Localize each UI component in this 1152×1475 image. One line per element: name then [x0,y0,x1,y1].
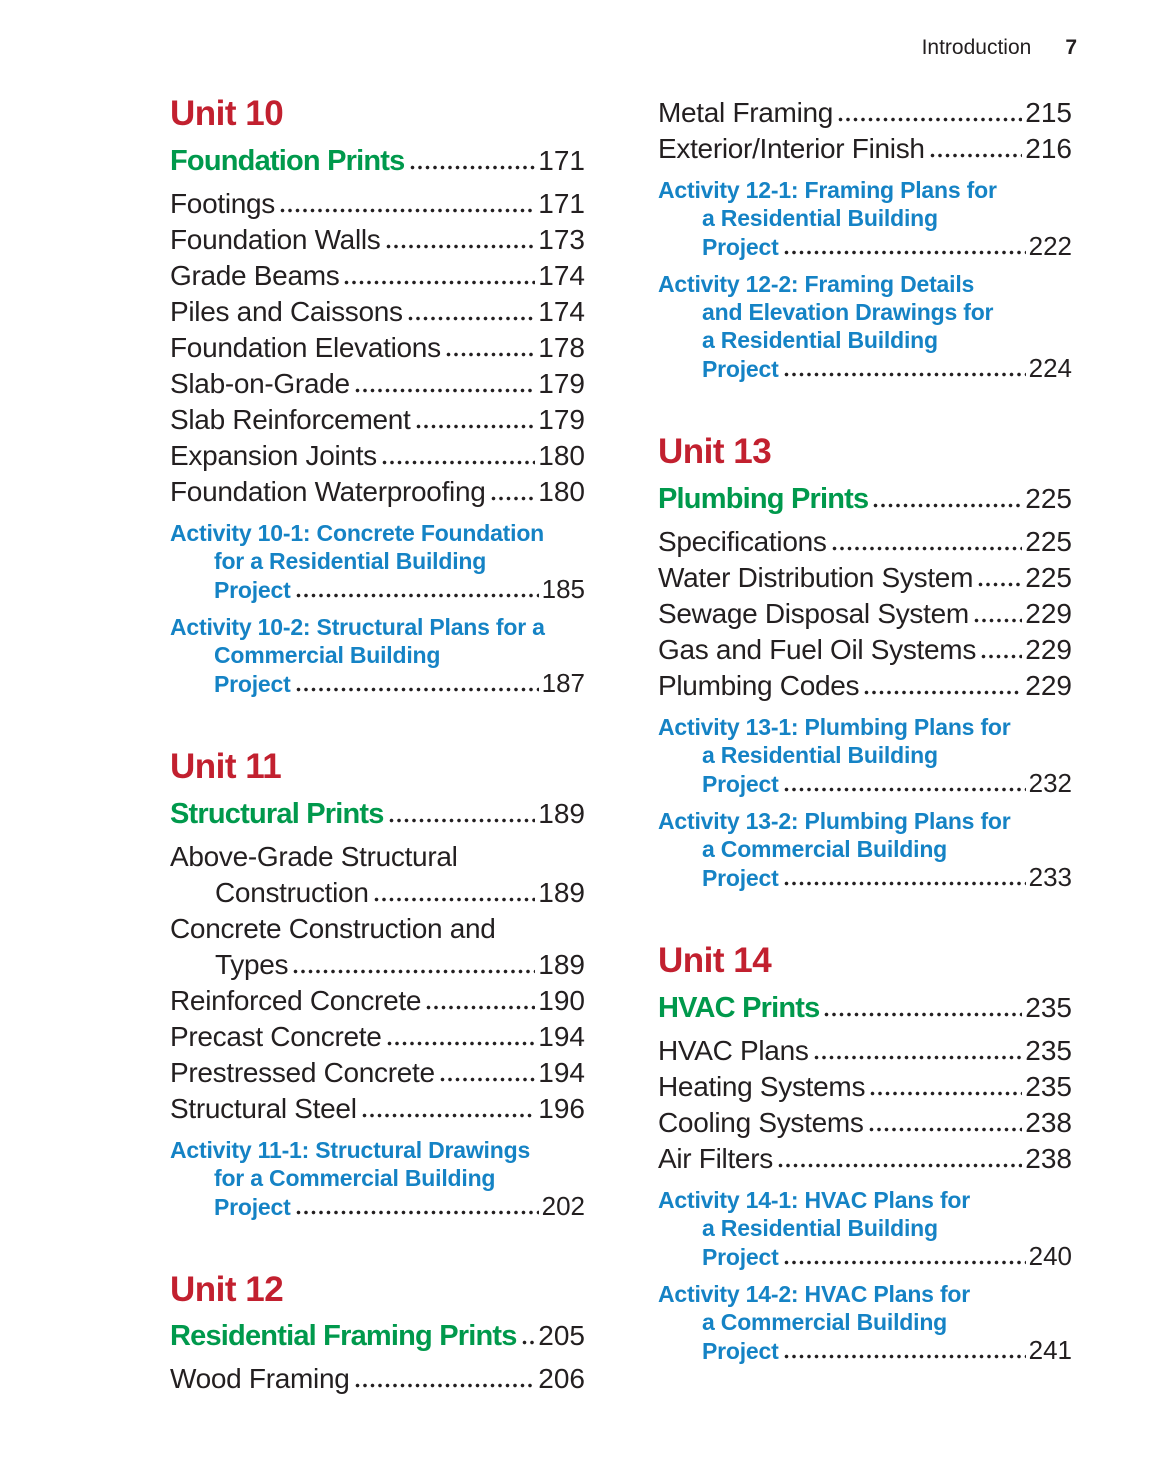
toc-entry [658,524,1072,560]
entry-label: Structural Steel [170,1092,357,1124]
toc-entry [170,474,585,510]
dot-leader [408,316,536,321]
toc-entry-line [658,524,1072,560]
activity-label: Activity 14-2: HVAC Plans for [658,1280,971,1307]
toc-entry-line [658,1186,1072,1214]
entry-label: Slab Reinforcement [170,403,411,435]
page-number: 179 [538,403,585,435]
section-title: Structural Prints [170,797,384,830]
page-number: 224 [1028,353,1072,383]
activity-label: Commercial Building [214,641,441,668]
page-number: 202 [541,1190,585,1221]
toc-entry [170,911,585,983]
section-title-row [170,145,585,178]
toc-entry [170,186,585,222]
toc-entry-line [658,270,1072,298]
toc-entry-line [658,596,1072,632]
toc-entry-line [658,1141,1072,1177]
toc-entry-line [170,222,585,258]
activity-label: Project [702,770,779,797]
entry-label: Plumbing Codes [658,669,860,701]
entry-label: Reinforced Concrete [170,984,422,1016]
dot-leader [355,1383,536,1388]
page-number: 189 [538,876,585,908]
activity-entry [658,1186,1072,1271]
page-number: 179 [538,367,585,399]
page-number: 190 [538,984,585,1016]
activity-label: Activity 11-1: Structural Drawings [170,1136,531,1163]
entry-label: Exterior/Interior Finish [658,133,925,164]
entry-label: Footings [170,187,275,219]
dot-leader [426,1005,535,1010]
toc-entry-line [658,326,1072,354]
entry-label: Metal Framing [658,97,834,128]
dot-leader [838,117,1022,122]
section-title-row [658,483,1072,516]
toc-entry [658,95,1072,131]
activity-entry [658,1280,1072,1365]
toc-entry-line [170,1091,585,1127]
unit-heading: Unit 12 [170,1269,284,1309]
activity-label: Activity 12-2: Framing Details [658,271,975,297]
page-number: 178 [538,331,585,363]
toc-entry-line [170,839,585,875]
activity-label: Project [214,1193,291,1220]
toc-entry [170,1019,585,1055]
toc-entry-line [170,1055,585,1091]
page-number: 225 [1025,482,1072,514]
entry-label: Wood Framing [170,1363,350,1395]
activity-label: Activity 13-2: Plumbing Plans for [658,807,1011,834]
toc-entry-line [658,204,1072,232]
toc-entry [170,294,585,330]
activity-label: Project [214,576,291,603]
dot-leader [296,593,539,598]
page-number: 229 [1025,633,1072,665]
activity-label: Project [214,670,291,697]
toc-entry [170,1361,585,1397]
toc-entry [170,839,585,911]
toc-entry-line [658,835,1072,863]
page-number: 216 [1025,133,1072,164]
dot-leader [784,250,1026,255]
page-number: 225 [1025,525,1072,557]
toc-entry-line [658,668,1072,704]
dot-leader [440,1077,535,1082]
toc-entry-line [170,613,585,641]
dot-leader [784,372,1026,377]
toc-entry-line [658,1069,1072,1105]
toc-entry-line [170,983,585,1019]
section-title: HVAC Prints [658,991,820,1024]
dot-leader [382,460,535,465]
dot-leader [864,690,1022,695]
entry-label: Piles and Caissons [170,295,403,327]
activity-entry [658,176,1072,261]
page-number: 235 [1025,991,1072,1023]
toc-entry-line [170,669,585,698]
activity-entry [170,1136,585,1221]
entry-label: Air Filters [658,1142,773,1174]
toc-entry [170,1091,585,1127]
page-number: 225 [1025,561,1072,593]
toc-entry [170,222,585,258]
toc-entry [170,983,585,1019]
entry-label: Foundation Waterproofing [170,475,486,507]
page-number: 222 [1028,231,1072,261]
running-head-folio: 7 [1065,36,1077,59]
page-number: 171 [538,187,585,219]
page-number: 194 [538,1056,585,1088]
dot-leader [374,897,536,902]
dot-leader [870,1091,1022,1096]
toc-entry-line [658,1308,1072,1336]
entry-label: Water Distribution System [658,561,974,593]
dot-leader [386,244,536,249]
toc-entry [170,258,585,294]
toc-entry-line [658,769,1072,798]
activity-label: a Commercial Building [702,835,948,862]
dot-leader [784,881,1026,886]
activity-entry [658,807,1072,892]
entry-label: Construction [215,876,369,908]
toc-entry [170,1055,585,1091]
toc-entry-line [658,1105,1072,1141]
toc-entry-line [170,186,585,222]
unit-heading: Unit 14 [658,940,772,980]
page-number: 205 [538,1320,585,1352]
page-number: 233 [1028,861,1072,892]
toc-entry [658,560,1072,596]
dot-leader [869,1127,1023,1132]
toc-columns [170,95,1072,1397]
toc-entry [170,402,585,438]
section-title: Residential Framing Prints [170,1320,517,1353]
entry-label: Cooling Systems [658,1106,864,1138]
page-number: 194 [538,1020,585,1052]
activity-label: Project [702,864,779,891]
toc-entry-line [658,1214,1072,1242]
activity-label: Project [702,1243,779,1270]
dot-leader [280,208,535,213]
dot-leader [974,618,1022,623]
dot-leader [873,503,1022,508]
toc-entry-line [170,258,585,294]
page-number: 180 [538,439,585,471]
toc-entry-line [170,1192,585,1221]
entry-label: Specifications [658,525,827,557]
unit-heading: Unit 10 [170,94,284,133]
toc-entry-line [658,632,1072,668]
toc-entry-line [170,1019,585,1055]
page-number: 189 [538,797,585,829]
toc-entry [170,330,585,366]
page-number: 185 [541,573,585,604]
activity-label: for a Commercial Building [214,1164,496,1191]
toc-entry-line [170,1136,585,1164]
entry-label: Expansion Joints [170,439,377,471]
toc-entry [658,668,1072,704]
running-head-section: Introduction [921,36,1032,59]
dot-leader [446,352,536,357]
toc-entry-line [658,1336,1072,1365]
dot-leader [296,687,539,692]
toc-entry-line [658,560,1072,596]
dot-leader [491,496,536,501]
toc-entry-line [658,232,1072,261]
toc-entry-line [170,947,585,983]
running-head [922,36,1077,60]
page-number: 173 [538,223,585,255]
page-number: 206 [538,1363,585,1395]
page-number: 240 [1028,1240,1072,1271]
activity-label: a Residential Building [702,1214,938,1241]
dot-leader [355,388,536,393]
activity-label: a Residential Building [702,741,938,768]
unit-heading: Unit 13 [658,432,772,471]
toc-entry-line [658,807,1072,835]
activity-label: Activity 14-1: HVAC Plans for [658,1186,971,1213]
entry-label: Foundation Elevations [170,331,441,363]
page-number: 215 [1025,97,1072,128]
toc-entry-line [658,298,1072,326]
page-number: 187 [541,667,585,698]
entry-label: Slab-on-Grade [170,367,350,399]
activity-entry [170,613,585,698]
toc-column-right [658,95,1072,1372]
section-title: Foundation Prints [170,144,405,177]
toc-entry-line [658,131,1072,167]
dot-leader [814,1055,1023,1060]
toc-entry [658,596,1072,632]
entry-label: Gas and Fuel Oil Systems [658,633,977,665]
activity-label: a Residential Building [702,205,938,231]
toc-entry-line [170,438,585,474]
dot-leader [387,1041,536,1046]
toc-entry [170,438,585,474]
page-number: 171 [538,144,585,176]
section-title: Plumbing Prints [658,482,869,515]
dot-leader [930,153,1023,158]
toc-entry-line [170,875,585,911]
activity-label: a Commercial Building [702,1308,948,1335]
activity-label: Activity 13-1: Plumbing Plans for [658,713,1011,740]
dot-leader [981,654,1022,659]
page-number: 241 [1028,1334,1072,1365]
toc-entry-line [658,713,1072,741]
section-title-row [170,798,585,831]
activity-label: Activity 10-2: Structural Plans for a [170,613,545,640]
activity-label: Project [702,1337,779,1364]
activity-label: Activity 12-1: Framing Plans for [658,177,997,203]
toc-entry-line [170,402,585,438]
toc-entry-line [170,1361,585,1397]
activity-label: for a Residential Building [214,547,487,574]
dot-leader [293,969,535,974]
toc-entry-line [170,547,585,575]
page-number: 229 [1025,597,1072,629]
toc-entry [658,1105,1072,1141]
activity-label: Activity 10-1: Concrete Foundation [170,519,545,546]
toc-entry-line [658,1280,1072,1308]
page-number: 174 [538,259,585,291]
entry-label: Sewage Disposal System [658,597,969,629]
toc-entry-line [170,366,585,402]
page-number: 229 [1025,669,1072,701]
dot-leader [296,1210,539,1215]
toc-entry-line [658,354,1072,383]
entry-label: Concrete Construction and [170,912,496,944]
section-title-row [170,1320,585,1353]
toc-entry-line [170,294,585,330]
dot-leader [522,1340,536,1345]
activity-entry [170,519,585,604]
dot-leader [410,165,536,170]
entry-label: Heating Systems [658,1070,866,1102]
dot-leader [832,546,1023,551]
toc-entry-line [658,176,1072,204]
activity-label: and Elevation Drawings for [702,299,994,325]
activity-label: Project [702,234,779,260]
dot-leader [824,1012,1022,1017]
entry-label: Foundation Walls [170,223,381,255]
toc-entry-line [170,641,585,669]
toc-entry [658,1069,1072,1105]
toc-entry-line [170,575,585,604]
toc-entry-line [658,1033,1072,1069]
toc-entry-line [170,330,585,366]
toc-entry [658,131,1072,167]
entry-label: Grade Beams [170,259,340,291]
toc-entry [170,366,585,402]
page-number: 238 [1025,1106,1072,1138]
toc-column-left [170,95,585,1397]
activity-label: Project [702,356,779,382]
unit-heading: Unit 11 [170,746,282,786]
toc-entry-line [170,474,585,510]
page-number: 174 [538,295,585,327]
toc-entry-line [658,95,1072,131]
toc-entry [658,1033,1072,1069]
toc-entry [658,1141,1072,1177]
page-number: 238 [1025,1142,1072,1174]
page-number: 180 [538,475,585,507]
section-title-row [658,992,1072,1025]
dot-leader [416,424,536,429]
entry-label: Precast Concrete [170,1020,382,1052]
dot-leader [344,280,535,285]
toc-entry-line [658,1242,1072,1271]
activity-entry [658,270,1072,383]
entry-label: Prestressed Concrete [170,1056,435,1088]
dot-leader [784,787,1026,792]
page-number: 189 [538,948,585,980]
page-number: 235 [1025,1034,1072,1066]
entry-label: Above-Grade Structural [170,840,458,872]
toc-entry [658,632,1072,668]
toc-entry-line [170,1164,585,1192]
dot-leader [389,818,536,823]
toc-entry-line [658,863,1072,892]
dot-leader [784,1354,1026,1359]
entry-label: HVAC Plans [658,1034,809,1066]
page-number: 232 [1028,767,1072,798]
dot-leader [778,1163,1022,1168]
dot-leader [784,1260,1026,1265]
activity-label: a Residential Building [702,327,938,353]
activity-entry [658,713,1072,798]
page-number: 196 [538,1092,585,1124]
toc-entry-line [658,741,1072,769]
page-number: 235 [1025,1070,1072,1102]
toc-entry-line [170,911,585,947]
entry-label: Types [215,948,289,980]
dot-leader [978,582,1022,587]
toc-entry-line [170,519,585,547]
dot-leader [362,1113,536,1118]
